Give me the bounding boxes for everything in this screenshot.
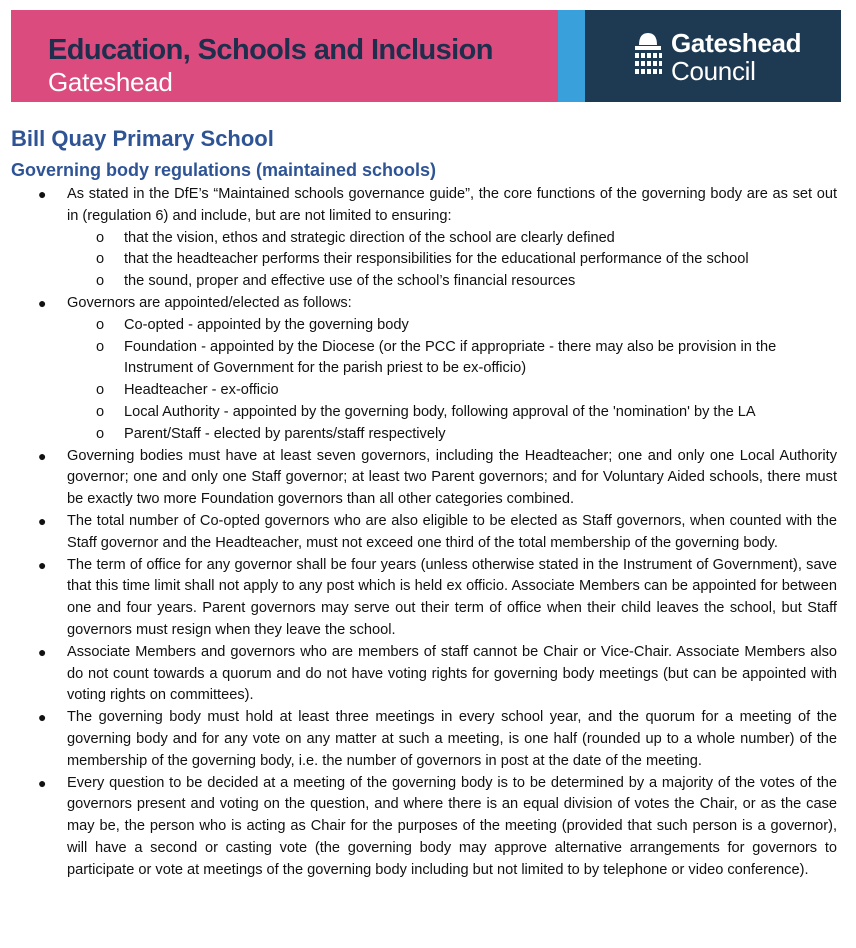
bullet-dot-icon: ● [38, 556, 47, 573]
sub-list-item-text: Parent/Staff - elected by parents/staff respectively [124, 425, 446, 442]
list-item-text: Governors are appointed/elected as follows: [67, 294, 352, 311]
council-logo [585, 10, 841, 102]
banner-title: Education, Schools and Inclusion [48, 34, 493, 66]
circle-bullet-icon: o [96, 403, 105, 420]
list-item-text: Associate Members and governors who are members of staff cannot be Chair or Vice-Chair. Associate Members also do not count towards a quorum and do not have voting rights for governing body meetings (but can be appointed with voting rights on committees). [67, 643, 837, 704]
bullet-dot-icon: ● [38, 447, 47, 464]
sub-list-item [67, 380, 837, 402]
logo-text-line1: Gateshead [671, 28, 802, 58]
banner-subtitle: Gateshead [48, 67, 173, 97]
sub-list-item-text: that the headteacher performs their responsibilities for the educational performance of the school [124, 251, 749, 268]
header-banner [11, 10, 841, 102]
sub-list-item [67, 424, 837, 446]
list-item-text: The total number of Co-opted governors who are also eligible to be elected as Staff governors, when counted with the Staff governor and the Headteacher, must not exceed one third of the total membership of the governing body. [67, 512, 837, 551]
sub-list-item-text: Foundation - appointed by the Diocese (or the PCC if appropriate - there may also be provision in the Instrument of Government for the parish priest to be ex-officio) [124, 338, 777, 377]
document-body [11, 124, 837, 882]
sub-list-item [67, 271, 837, 293]
sub-list-item-text: the sound, proper and effective use of the school’s financial resources [124, 273, 576, 290]
sub-list-item-text: Co-opted - appointed by the governing body [124, 316, 409, 333]
circle-bullet-icon: o [96, 382, 105, 399]
banner-stripe [558, 10, 585, 102]
circle-bullet-icon: o [96, 316, 105, 333]
list-item-text: As stated in the DfE’s “Maintained schools governance guide”, the core functions of the governing body are as set out in (regulation 6) and include, but are not limited to ensuring: [67, 186, 837, 224]
list-item [11, 642, 837, 707]
bullet-dot-icon: ● [38, 512, 47, 529]
logo-text-line2: Council [671, 56, 756, 86]
civic-building-icon [633, 31, 663, 77]
circle-bullet-icon: o [96, 338, 105, 355]
list-item-text: Governing bodies must have at least seven governors, including the Headteacher; one and only one Local Authority governor; one and only one Staff governor; at least two Parent governors; and for Voluntary Aided schools, there must be exactly two more Foundation governors than all other categories combined. [67, 447, 837, 508]
bullet-dot-icon: ● [38, 643, 47, 660]
list-item [11, 446, 837, 511]
list-item [11, 773, 837, 882]
bullet-dot-icon: ● [38, 774, 47, 791]
sub-list [67, 228, 837, 293]
sub-list-item [67, 337, 837, 381]
section-heading: Governing body regulations (maintained schools) [11, 160, 437, 180]
sub-list-item [67, 228, 837, 250]
list-item-text: The governing body must hold at least three meetings in every school year, and the quorum for a meeting of the governing body and for any vote on any matter at such a meeting, is one half (rounded up to a whole number) of the membership of the governing body, i.e. the number of governors in post at the date of the meeting. [67, 709, 837, 769]
circle-bullet-icon: o [96, 251, 105, 268]
circle-bullet-icon: o [96, 425, 105, 442]
list-item [11, 555, 837, 642]
bullet-dot-icon: ● [38, 186, 47, 202]
list-item [11, 707, 837, 772]
bullet-dot-icon: ● [38, 709, 47, 726]
sub-list-item-text: Local Authority - appointed by the governing body, following approval of the 'nomination' by the LA [124, 403, 756, 420]
list-item-text: The term of office for any governor shall be four years (unless otherwise stated in the Instrument of Government), save that this time limit shall not apply to any post which is held ex officio. Associate Members can be appointed for between one and four years. Parent governors may serve out their term of office when their child leaves the school, but Staff governors must resign when they leave the school. [67, 556, 837, 638]
sub-list-item [67, 249, 837, 271]
bullet-dot-icon: ● [38, 294, 47, 311]
list-item-text: Every question to be decided at a meeting of the governing body is to be determined by a majority of the votes of the governors present and voting on the question, and where there is an equal division of votes the Chair, or as the case may be, the person who is acting as Chair for the purposes of the meeting (provided that such person is a governor), will have a second or casting vote (the governing body may approve alternative arrangements for governors to participate or vote at meetings of the governing body including but not limited to by telephone or video conference). [67, 774, 837, 878]
list-item [11, 184, 837, 293]
sub-list-item-text: that the vision, ethos and strategic direction of the school are clearly defined [124, 229, 615, 246]
regulations-list [11, 184, 837, 882]
school-name: Bill Quay Primary School [11, 126, 274, 151]
list-item [11, 293, 837, 446]
banner-title-panel [11, 10, 558, 102]
list-item [11, 511, 837, 555]
circle-bullet-icon: o [96, 229, 105, 246]
circle-bullet-icon: o [96, 273, 105, 290]
sub-list-item-text: Headteacher - ex-officio [124, 382, 279, 399]
sub-list [67, 315, 837, 446]
sub-list-item [67, 402, 837, 424]
sub-list-item [67, 315, 837, 337]
